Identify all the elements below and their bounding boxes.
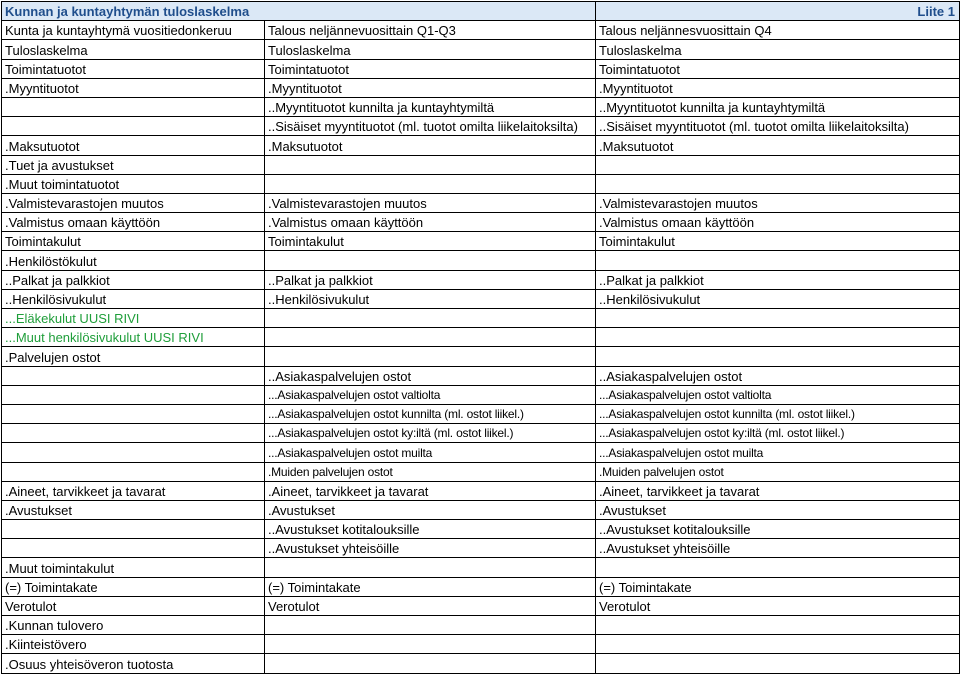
annual-cell: .Aineet, tarvikkeet ja tavarat [2, 481, 265, 500]
table-row [2, 328, 960, 347]
annual-cell: .Muut toimintakulut [2, 558, 265, 577]
quarterly-q1-q3-cell [265, 558, 596, 577]
quarterly-q1-q3-cell [265, 309, 596, 328]
annual-cell [2, 462, 265, 481]
quarterly-q4-cell: Toimintakulut [596, 232, 960, 251]
quarterly-q4-cell: ...Asiakaspalvelujen ostot muilta [596, 443, 960, 462]
quarterly-q4-cell: .Muiden palvelujen ostot [596, 462, 960, 481]
annual-cell [2, 539, 265, 558]
column-header-annual: Kunta ja kuntayhtymä vuositiedonkeruu [2, 21, 265, 40]
annual-cell [2, 97, 265, 116]
quarterly-q1-q3-cell [265, 174, 596, 193]
annual-cell: .Palvelujen ostot [2, 347, 265, 366]
quarterly-q1-q3-cell: .Valmistevarastojen muutos [265, 193, 596, 212]
column-header-q1-q3: Talous neljännevuosittain Q1-Q3 [265, 21, 596, 40]
table-row [2, 558, 960, 577]
quarterly-q1-q3-cell: .Muiden palvelujen ostot [265, 462, 596, 481]
quarterly-q1-q3-cell: ..Avustukset yhteisöille [265, 539, 596, 558]
quarterly-q1-q3-cell: ..Myyntituotot kunnilta ja kuntayhtymiltä [265, 97, 596, 116]
table-row [2, 270, 960, 289]
quarterly-q4-cell: ..Avustukset yhteisöille [596, 539, 960, 558]
quarterly-q1-q3-cell [265, 635, 596, 654]
annual-cell: Tuloslaskelma [2, 40, 265, 59]
table-row [2, 251, 960, 270]
quarterly-q4-cell: ...Asiakaspalvelujen ostot valtiolta [596, 385, 960, 404]
quarterly-q1-q3-cell: ...Asiakaspalvelujen ostot ky:iltä (ml. ostot liikel.) [265, 424, 596, 443]
annual-cell [2, 117, 265, 136]
table-row [2, 155, 960, 174]
quarterly-q1-q3-cell: ..Asiakaspalvelujen ostot [265, 366, 596, 385]
table-row [2, 500, 960, 519]
annual-cell: Verotulot [2, 596, 265, 615]
quarterly-q1-q3-cell [265, 616, 596, 635]
quarterly-q4-cell: (=) Toimintakate [596, 577, 960, 596]
quarterly-q4-cell [596, 251, 960, 270]
table-row [2, 213, 960, 232]
quarterly-q4-cell: Toimintatuotot [596, 59, 960, 78]
title-row [2, 2, 960, 21]
annual-cell: .Henkilöstökulut [2, 251, 265, 270]
quarterly-q1-q3-cell: Verotulot [265, 596, 596, 615]
table-row [2, 654, 960, 673]
table-row [2, 577, 960, 596]
quarterly-q1-q3-cell: .Aineet, tarvikkeet ja tavarat [265, 481, 596, 500]
quarterly-q4-cell: Tuloslaskelma [596, 40, 960, 59]
annual-cell: .Avustukset [2, 500, 265, 519]
sheet-title: Kunnan ja kuntayhtymän tuloslaskelma [2, 2, 596, 21]
quarterly-q4-cell: .Valmistevarastojen muutos [596, 193, 960, 212]
table-row [2, 366, 960, 385]
quarterly-q1-q3-cell: Tuloslaskelma [265, 40, 596, 59]
table-row [2, 78, 960, 97]
table-row [2, 174, 960, 193]
quarterly-q4-cell: ..Avustukset kotitalouksille [596, 520, 960, 539]
quarterly-q1-q3-cell: .Maksutuotot [265, 136, 596, 155]
table-row [2, 97, 960, 116]
annual-cell: Toimintatuotot [2, 59, 265, 78]
annual-cell: .Osuus yhteisöveron tuotosta [2, 654, 265, 673]
quarterly-q4-cell: .Myyntituotot [596, 78, 960, 97]
table-row [2, 596, 960, 615]
quarterly-q1-q3-cell: ..Palkat ja palkkiot [265, 270, 596, 289]
quarterly-q1-q3-cell [265, 347, 596, 366]
annual-cell: .Valmistus omaan käyttöön [2, 213, 265, 232]
quarterly-q4-cell [596, 309, 960, 328]
quarterly-q1-q3-cell: ..Sisäiset myyntituotot (ml. tuotot omilta liikelaitoksilta) [265, 117, 596, 136]
column-header-row [2, 21, 960, 40]
quarterly-q1-q3-cell [265, 251, 596, 270]
quarterly-q1-q3-cell: (=) Toimintakate [265, 577, 596, 596]
table-row [2, 424, 960, 443]
quarterly-q4-cell: .Maksutuotot [596, 136, 960, 155]
quarterly-q4-cell: .Avustukset [596, 500, 960, 519]
quarterly-q4-cell [596, 654, 960, 673]
quarterly-q1-q3-cell [265, 328, 596, 347]
quarterly-q4-cell [596, 328, 960, 347]
quarterly-q1-q3-cell: .Avustukset [265, 500, 596, 519]
annual-cell: ..Palkat ja palkkiot [2, 270, 265, 289]
income-statement-table [1, 1, 960, 674]
table-row [2, 193, 960, 212]
table-row [2, 347, 960, 366]
annual-cell [2, 404, 265, 423]
quarterly-q1-q3-cell: Toimintakulut [265, 232, 596, 251]
quarterly-q4-cell [596, 558, 960, 577]
quarterly-q4-cell: ...Asiakaspalvelujen ostot kunnilta (ml. ostot liikel.) [596, 404, 960, 423]
quarterly-q1-q3-cell: ..Henkilösivukulut [265, 289, 596, 308]
quarterly-q4-cell: ..Palkat ja palkkiot [596, 270, 960, 289]
quarterly-q1-q3-cell: .Myyntituotot [265, 78, 596, 97]
quarterly-q1-q3-cell: .Valmistus omaan käyttöön [265, 213, 596, 232]
annual-cell: ...Eläkekulut UUSI RIVI [2, 309, 265, 328]
quarterly-q4-cell [596, 347, 960, 366]
table-row [2, 443, 960, 462]
quarterly-q1-q3-cell [265, 155, 596, 174]
quarterly-q4-cell: Verotulot [596, 596, 960, 615]
quarterly-q4-cell: ..Myyntituotot kunnilta ja kuntayhtymiltä [596, 97, 960, 116]
annual-cell [2, 366, 265, 385]
table-row [2, 462, 960, 481]
table-row [2, 136, 960, 155]
table-row [2, 117, 960, 136]
annual-cell: .Tuet ja avustukset [2, 155, 265, 174]
quarterly-q1-q3-cell: ...Asiakaspalvelujen ostot valtiolta [265, 385, 596, 404]
column-header-q4: Talous neljännesvuosittain Q4 [596, 21, 960, 40]
annual-cell [2, 443, 265, 462]
table-row [2, 59, 960, 78]
table-body [2, 2, 960, 674]
annual-cell: ...Muut henkilösivukulut UUSI RIVI [2, 328, 265, 347]
table-row [2, 40, 960, 59]
quarterly-q4-cell: .Aineet, tarvikkeet ja tavarat [596, 481, 960, 500]
annual-cell [2, 520, 265, 539]
quarterly-q1-q3-cell: Toimintatuotot [265, 59, 596, 78]
annual-cell: ..Henkilösivukulut [2, 289, 265, 308]
quarterly-q1-q3-cell: ...Asiakaspalvelujen ostot kunnilta (ml. ostot liikel.) [265, 404, 596, 423]
quarterly-q4-cell: ..Sisäiset myyntituotot (ml. tuotot omilta liikelaitoksilta) [596, 117, 960, 136]
table-row [2, 635, 960, 654]
table-row [2, 309, 960, 328]
annual-cell: .Kunnan tulovero [2, 616, 265, 635]
appendix-label: Liite 1 [596, 2, 960, 21]
annual-cell: .Muut toimintatuotot [2, 174, 265, 193]
quarterly-q1-q3-cell [265, 654, 596, 673]
annual-cell: .Valmistevarastojen muutos [2, 193, 265, 212]
quarterly-q4-cell [596, 155, 960, 174]
table-row [2, 520, 960, 539]
annual-cell: Toimintakulut [2, 232, 265, 251]
annual-cell: .Kiinteistövero [2, 635, 265, 654]
quarterly-q4-cell: .Valmistus omaan käyttöön [596, 213, 960, 232]
quarterly-q4-cell: ...Asiakaspalvelujen ostot ky:iltä (ml. ostot liikel.) [596, 424, 960, 443]
quarterly-q4-cell: ..Henkilösivukulut [596, 289, 960, 308]
quarterly-q1-q3-cell: ..Avustukset kotitalouksille [265, 520, 596, 539]
annual-cell: .Maksutuotot [2, 136, 265, 155]
table-row [2, 404, 960, 423]
table-row [2, 232, 960, 251]
quarterly-q1-q3-cell: ...Asiakaspalvelujen ostot muilta [265, 443, 596, 462]
quarterly-q4-cell [596, 174, 960, 193]
table-row [2, 539, 960, 558]
table-row [2, 289, 960, 308]
table-row [2, 481, 960, 500]
quarterly-q4-cell [596, 635, 960, 654]
annual-cell: (=) Toimintakate [2, 577, 265, 596]
annual-cell [2, 385, 265, 404]
quarterly-q4-cell [596, 616, 960, 635]
table-row [2, 385, 960, 404]
annual-cell: .Myyntituotot [2, 78, 265, 97]
table-row [2, 616, 960, 635]
quarterly-q4-cell: ..Asiakaspalvelujen ostot [596, 366, 960, 385]
annual-cell [2, 424, 265, 443]
